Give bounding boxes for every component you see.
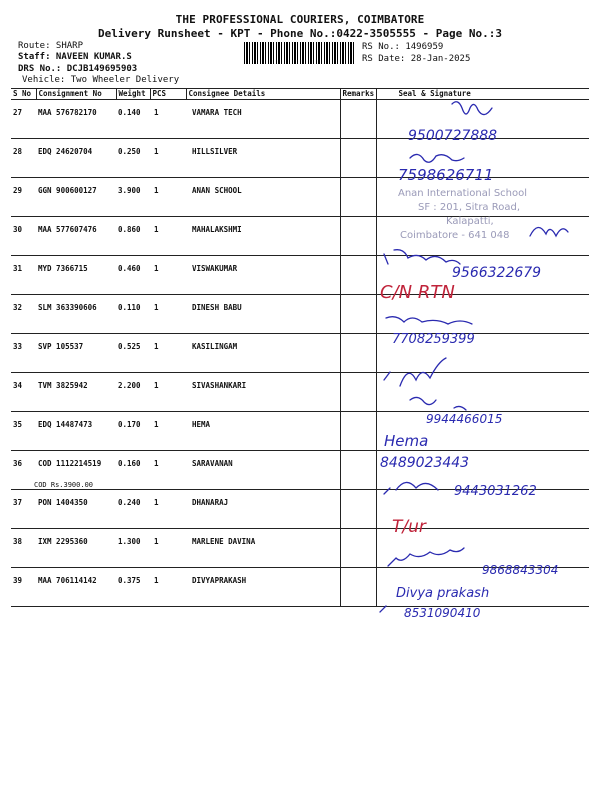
table-row xyxy=(11,139,589,178)
cell-sno: 31 xyxy=(11,256,36,295)
cell-consignment: MAA 577607476 xyxy=(36,217,116,256)
cell-weight: 0.460 xyxy=(116,256,150,295)
cod-amount: COD Rs.3900.00 xyxy=(34,481,94,489)
cell-remarks xyxy=(340,139,376,178)
runsheet-table xyxy=(11,88,589,607)
handwritten-remark-31: C/N RTN xyxy=(380,282,455,303)
cell-consignment: SVP 105537 xyxy=(36,334,116,373)
cell-remarks xyxy=(340,529,376,568)
col-header-pcs: PCS xyxy=(150,89,186,100)
rs-number: RS No.: 1496959 xyxy=(362,42,444,52)
handwritten-phone-38: 9868843304 xyxy=(482,563,559,577)
cell-consignee: HEMA xyxy=(186,412,340,451)
consignment-number: COD 1112214519 xyxy=(38,459,102,468)
cell-pcs: 1 xyxy=(150,100,186,139)
school-stamp-line-2: SF : 201, Sitra Road, xyxy=(418,202,521,213)
cell-consignee: VISWAKUMAR xyxy=(186,256,340,295)
handwritten-phone-34: 9944466015 xyxy=(426,412,503,426)
cell-consignee: ANAN SCHOOL xyxy=(186,178,340,217)
school-stamp-line-3: Kalapatti, xyxy=(446,216,494,227)
cell-consignee: HILLSILVER xyxy=(186,139,340,178)
cell-sno: 35 xyxy=(11,412,36,451)
cell-consignee: SIVASHANKARI xyxy=(186,373,340,412)
cell-remarks xyxy=(340,295,376,334)
cell-pcs: 1 xyxy=(150,178,186,217)
runsheet-subtitle: Delivery Runsheet - KPT - Phone No.:0422-3505555 - Page No.:3 xyxy=(98,27,502,40)
handwritten-phone-36: 9443031262 xyxy=(454,484,537,499)
cell-consignment: SLM 363390606 xyxy=(36,295,116,334)
staff-label: Staff: NAVEEN KUMAR.S xyxy=(18,52,132,62)
handwritten-phone-39: 8531090410 xyxy=(404,606,481,620)
cell-weight: 0.240 xyxy=(116,490,150,529)
cell-remarks xyxy=(340,100,376,139)
cell-remarks xyxy=(340,412,376,451)
handwritten-name-39: Divya prakash xyxy=(396,586,490,601)
cell-consignment: EDQ 14487473 xyxy=(36,412,116,451)
cell-remarks xyxy=(340,451,376,490)
cell-weight: 1.300 xyxy=(116,529,150,568)
cell-weight: 0.250 xyxy=(116,139,150,178)
cell-consignee: DIVYAPRAKASH xyxy=(186,568,340,607)
cell-weight: 0.110 xyxy=(116,295,150,334)
cell-sno: 36 xyxy=(11,451,36,490)
cell-sno: 37 xyxy=(11,490,36,529)
col-header-signature: Seal & Signature xyxy=(376,89,589,100)
cell-weight: 0.375 xyxy=(116,568,150,607)
cell-pcs: 1 xyxy=(150,295,186,334)
cell-sno: 33 xyxy=(11,334,36,373)
handwritten-phone-35: 8489023443 xyxy=(380,455,470,471)
handwritten-name-35: Hema xyxy=(384,432,429,450)
cell-pcs: 1 xyxy=(150,568,186,607)
cell-sno: 34 xyxy=(11,373,36,412)
cell-pcs: 1 xyxy=(150,529,186,568)
runsheet-title: THE PROFESSIONAL COURIERS, COIMBATORE xyxy=(175,13,425,26)
cell-remarks xyxy=(340,373,376,412)
handwritten-remark-37: T/ur xyxy=(392,517,426,537)
cell-pcs: 1 xyxy=(150,490,186,529)
cell-sno: 39 xyxy=(11,568,36,607)
cell-weight: 0.170 xyxy=(116,412,150,451)
col-header-consignee: Consignee Details xyxy=(186,89,340,100)
table-row xyxy=(11,334,589,373)
cell-sno: 27 xyxy=(11,100,36,139)
cell-weight: 0.140 xyxy=(116,100,150,139)
cell-consignment: TVM 3825942 xyxy=(36,373,116,412)
cell-sno: 29 xyxy=(11,178,36,217)
cell-consignee: KASILINGAM xyxy=(186,334,340,373)
cell-remarks xyxy=(340,256,376,295)
cell-consignment: IXM 2295360 xyxy=(36,529,116,568)
cell-consignment: GGN 900600127 xyxy=(36,178,116,217)
cell-consignee: SARAVANAN xyxy=(186,451,340,490)
col-header-sno: S No xyxy=(11,89,36,100)
cell-pcs: 1 xyxy=(150,451,186,490)
barcode xyxy=(244,42,354,64)
handwritten-phone-32: 7708259399 xyxy=(392,332,475,347)
cell-consignment: MAA 576782170 xyxy=(36,100,116,139)
cell-consignee: DINESH BABU xyxy=(186,295,340,334)
cell-weight: 0.160 xyxy=(116,451,150,490)
cell-consignment: MAA 706114142 xyxy=(36,568,116,607)
cell-consignment: MYD 7366715 xyxy=(36,256,116,295)
cell-consignee: DHANARAJ xyxy=(186,490,340,529)
cell-consignment: PON 1404350 xyxy=(36,490,116,529)
col-header-consignment: Consignment No xyxy=(36,89,116,100)
cell-pcs: 1 xyxy=(150,412,186,451)
cell-remarks xyxy=(340,568,376,607)
school-stamp-line-1: Anan International School xyxy=(398,188,528,199)
cell-consignment xyxy=(36,451,116,490)
cell-signature xyxy=(376,373,589,412)
cell-remarks xyxy=(340,178,376,217)
cell-weight: 0.525 xyxy=(116,334,150,373)
cell-weight: 0.860 xyxy=(116,217,150,256)
table-row xyxy=(11,373,589,412)
cell-sno: 32 xyxy=(11,295,36,334)
cell-pcs: 1 xyxy=(150,256,186,295)
cell-sno: 38 xyxy=(11,529,36,568)
cell-remarks xyxy=(340,490,376,529)
handwritten-phone-28: 7598626711 xyxy=(398,166,494,184)
cell-pcs: 1 xyxy=(150,217,186,256)
cell-pcs: 1 xyxy=(150,373,186,412)
cell-weight: 3.900 xyxy=(116,178,150,217)
table-row xyxy=(11,295,589,334)
table-header-row xyxy=(11,89,589,100)
vehicle-label: Vehicle: Two Wheeler Delivery xyxy=(22,75,180,85)
col-header-weight: Weight xyxy=(116,89,150,100)
cell-pcs: 1 xyxy=(150,334,186,373)
cell-weight: 2.200 xyxy=(116,373,150,412)
cell-consignee: MARLENE DAVINA xyxy=(186,529,340,568)
table-row xyxy=(11,100,589,139)
rs-date: RS Date: 28-Jan-2025 xyxy=(362,54,471,64)
handwritten-phone-31: 9566322679 xyxy=(452,265,542,281)
route-label: Route: SHARP xyxy=(18,41,84,51)
table-row xyxy=(11,529,589,568)
cell-remarks xyxy=(340,217,376,256)
handwritten-phone-27: 9500727888 xyxy=(408,128,498,144)
cell-remarks xyxy=(340,334,376,373)
school-stamp-line-4: Coimbatore - 641 048 xyxy=(400,230,510,241)
cell-pcs: 1 xyxy=(150,139,186,178)
cell-sno: 28 xyxy=(11,139,36,178)
col-header-remarks: Remarks xyxy=(340,89,376,100)
cell-consignee: MAHALAKSHMI xyxy=(186,217,340,256)
cell-consignment: EDQ 24620704 xyxy=(36,139,116,178)
cell-consignee: VAMARA TECH xyxy=(186,100,340,139)
drs-number: DRS No.: DCJB149695903 xyxy=(18,64,138,74)
cell-sno: 30 xyxy=(11,217,36,256)
